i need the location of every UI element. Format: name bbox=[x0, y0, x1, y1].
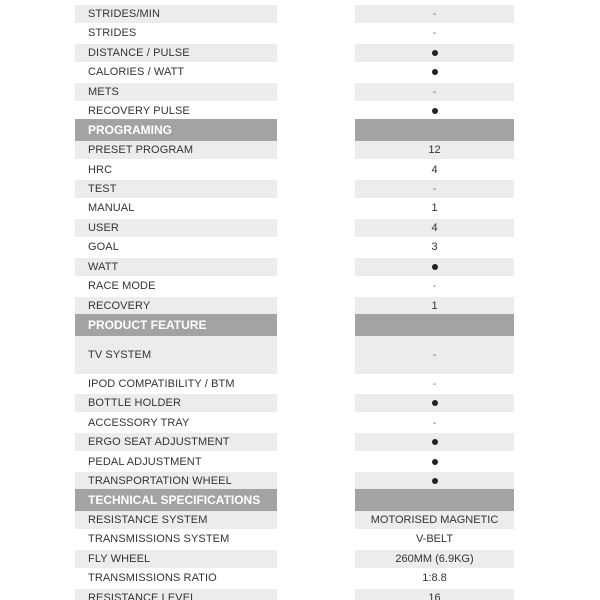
spec-value bbox=[355, 394, 514, 412]
spec-value bbox=[355, 433, 514, 451]
dash-mark: - bbox=[432, 378, 437, 390]
section-header-value-cell bbox=[355, 489, 514, 511]
spec-value-text: 12 bbox=[428, 144, 441, 156]
dash-mark: - bbox=[432, 349, 437, 361]
section-header-value-cell bbox=[355, 314, 514, 336]
spec-value bbox=[355, 258, 514, 276]
dash-mark: - bbox=[432, 27, 437, 39]
spec-value bbox=[355, 238, 514, 256]
spec-value-text: 4 bbox=[431, 164, 438, 176]
spec-label: RACE MODE bbox=[88, 280, 156, 292]
spec-value bbox=[355, 180, 514, 198]
bullet-dot-icon bbox=[432, 50, 438, 56]
spec-value-text: 4 bbox=[431, 222, 438, 234]
spec-row-recovery-pulse bbox=[0, 102, 600, 120]
spec-value bbox=[355, 472, 514, 490]
bullet-dot-icon bbox=[432, 69, 438, 75]
spec-row-transmissions-ratio bbox=[0, 569, 600, 587]
spec-label: GOAL bbox=[88, 241, 119, 253]
spec-row-ergo-seat-adjustment bbox=[0, 433, 600, 451]
section-title: PROGRAMING bbox=[75, 119, 277, 141]
spec-row-distance-pulse bbox=[0, 44, 600, 62]
spec-value bbox=[355, 550, 514, 568]
spec-row-ipod-compatibility-btm bbox=[0, 375, 600, 393]
spec-value-text: 1:8.8 bbox=[422, 572, 447, 584]
spec-row-manual bbox=[0, 199, 600, 217]
section-title: PRODUCT FEATURE bbox=[75, 314, 277, 336]
spec-row-watt bbox=[0, 258, 600, 276]
spec-label: RESISTANCE SYSTEM bbox=[75, 511, 277, 529]
spec-value bbox=[355, 83, 514, 101]
spec-label: TRANSMISSIONS SYSTEM bbox=[88, 533, 230, 545]
spec-value bbox=[355, 297, 514, 315]
spec-value bbox=[355, 102, 514, 120]
section-header-programing bbox=[0, 119, 600, 141]
dash-mark: - bbox=[432, 86, 437, 98]
bullet-dot-icon bbox=[432, 400, 438, 406]
bullet-dot-icon bbox=[432, 478, 438, 484]
spec-label: WATT bbox=[75, 258, 277, 276]
spec-row-resistance-system bbox=[0, 511, 600, 529]
spec-label: METS bbox=[75, 83, 277, 101]
spec-label: RESISTANCE LEVEL bbox=[75, 589, 277, 600]
spec-value bbox=[355, 414, 514, 432]
dash-mark: - bbox=[432, 417, 437, 429]
bullet-dot-icon bbox=[432, 459, 438, 465]
spec-value-text: MOTORISED MAGNETIC bbox=[370, 514, 499, 526]
spec-value bbox=[355, 530, 514, 548]
spec-value bbox=[355, 5, 514, 23]
spec-row-user bbox=[0, 219, 600, 237]
spec-value-text: 1 bbox=[431, 300, 438, 312]
spec-row-strides-min bbox=[0, 5, 600, 23]
spec-value-text: 16 bbox=[428, 592, 441, 600]
spec-value-text: 1 bbox=[431, 202, 438, 214]
spec-row-race-mode bbox=[0, 277, 600, 295]
spec-row-preset-program bbox=[0, 141, 600, 159]
bullet-dot-icon bbox=[432, 264, 438, 270]
spec-value bbox=[355, 199, 514, 217]
bullet-dot-icon bbox=[432, 108, 438, 114]
bullet-dot-icon bbox=[432, 439, 438, 445]
spec-row-transportation-wheel bbox=[0, 472, 600, 490]
spec-label: MANUAL bbox=[88, 202, 135, 214]
spec-label: RECOVERY bbox=[75, 297, 277, 315]
spec-row-goal bbox=[0, 238, 600, 256]
spec-label: STRIDES/MIN bbox=[75, 5, 277, 23]
spec-label: STRIDES bbox=[88, 27, 137, 39]
spec-row-hrc bbox=[0, 161, 600, 179]
spec-label: PRESET PROGRAM bbox=[75, 141, 277, 159]
spec-row-test bbox=[0, 180, 600, 198]
spec-value bbox=[355, 336, 514, 374]
spec-label: TRANSMISSIONS RATIO bbox=[88, 572, 217, 584]
spec-label: CALORIES / WATT bbox=[88, 66, 185, 78]
spec-value bbox=[355, 63, 514, 81]
spec-row-tv-system bbox=[0, 336, 600, 374]
spec-label: ERGO SEAT ADJUSTMENT bbox=[75, 433, 277, 451]
spec-value-text: 260MM (6.9KG) bbox=[395, 553, 474, 565]
spec-row-recovery bbox=[0, 297, 600, 315]
spec-row-strides bbox=[0, 24, 600, 42]
spec-label: RECOVERY PULSE bbox=[88, 105, 190, 117]
spec-value bbox=[355, 375, 514, 393]
spec-row-transmissions-system bbox=[0, 530, 600, 548]
spec-label: IPOD COMPATIBILITY / BTM bbox=[88, 378, 235, 390]
section-header-product-feature bbox=[0, 314, 600, 336]
spec-label: TV SYSTEM bbox=[75, 336, 277, 374]
spec-value bbox=[355, 24, 514, 42]
spec-row-fly-wheel bbox=[0, 550, 600, 568]
spec-value bbox=[355, 569, 514, 587]
spec-label: TRANSPORTATION WHEEL bbox=[75, 472, 277, 490]
section-title: TECHNICAL SPECIFICATIONS bbox=[75, 489, 277, 511]
section-header-value-cell bbox=[355, 119, 514, 141]
section-header-technical-specifications bbox=[0, 489, 600, 511]
spec-value bbox=[355, 453, 514, 471]
dash-mark: - bbox=[432, 183, 437, 195]
spec-row-calories-watt bbox=[0, 63, 600, 81]
spec-row-bottle-holder bbox=[0, 394, 600, 412]
spec-label: TEST bbox=[75, 180, 277, 198]
spec-value bbox=[355, 219, 514, 237]
spec-value bbox=[355, 589, 514, 600]
spec-label: FLY WHEEL bbox=[75, 550, 277, 568]
spec-value-text: 3 bbox=[431, 241, 438, 253]
dash-mark: - bbox=[432, 280, 437, 292]
spec-label: USER bbox=[75, 219, 277, 237]
spec-row-accessory-tray bbox=[0, 414, 600, 432]
spec-label: PEDAL ADJUSTMENT bbox=[88, 456, 202, 468]
spec-row-pedal-adjustment bbox=[0, 453, 600, 471]
spec-label: HRC bbox=[88, 164, 113, 176]
spec-label: DISTANCE / PULSE bbox=[75, 44, 277, 62]
spec-value-text: V-BELT bbox=[415, 533, 454, 545]
spec-row-mets bbox=[0, 83, 600, 101]
spec-label: ACCESSORY TRAY bbox=[88, 417, 190, 429]
spec-value bbox=[355, 161, 514, 179]
spec-value bbox=[355, 141, 514, 159]
spec-label: BOTTLE HOLDER bbox=[75, 394, 277, 412]
spec-value bbox=[355, 44, 514, 62]
spec-value bbox=[355, 511, 514, 529]
spec-value bbox=[355, 277, 514, 295]
dash-mark: - bbox=[432, 8, 437, 20]
spec-row-resistance-level bbox=[0, 589, 600, 600]
